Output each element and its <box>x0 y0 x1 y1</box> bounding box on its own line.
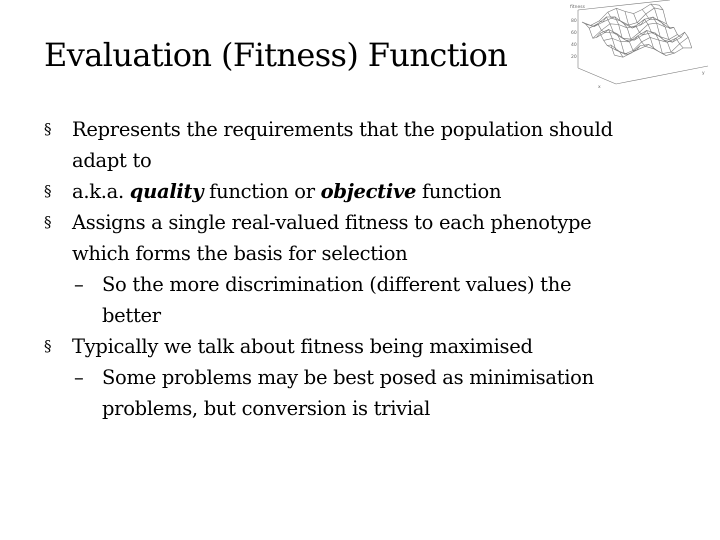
bullet-text <box>72 176 684 207</box>
sub-bullet-discrimination <box>44 269 684 331</box>
bullet-marker: § <box>44 120 52 138</box>
bullet-text: Typically we talk about fitness being maximised <box>72 335 533 358</box>
text-run: function <box>416 180 502 203</box>
y-axis <box>616 66 708 84</box>
bullet-marker: § <box>44 182 52 200</box>
sub-bullet-text: Some problems may be best posed as minimisation <box>102 366 594 389</box>
sub-bullet-marker: – <box>74 366 84 389</box>
text-run: a.k.a. <box>72 180 130 203</box>
mesh-line <box>582 4 659 25</box>
bullet-item-requirements <box>44 114 684 176</box>
z-tick: 20 <box>571 55 577 60</box>
bullet-text: Represents the requirements that the population should <box>72 118 613 141</box>
surface-mesh <box>582 4 692 57</box>
emphasis-objective: objective <box>320 180 417 203</box>
sub-bullet-minimisation <box>44 362 684 424</box>
x-axis <box>578 68 616 84</box>
y-axis-label: y <box>702 71 705 76</box>
z-axis-label: fitness <box>570 5 585 10</box>
fitness-landscape-figure <box>568 0 720 96</box>
z-tick: 60 <box>571 31 577 36</box>
bullet-text: adapt to <box>72 149 152 172</box>
sub-bullet-text: better <box>102 304 161 327</box>
emphasis-quality: quality <box>129 180 204 203</box>
mesh-line <box>651 4 683 48</box>
x-axis-label: x <box>598 85 601 90</box>
sub-bullet-text: problems, but conversion is trivial <box>102 397 431 420</box>
sub-bullet-text: So the more discrimination (different values) the <box>102 273 572 296</box>
fitness-landscape-icon <box>578 0 708 84</box>
bullet-text: Assigns a single real-valued fitness to each phenotype <box>72 211 592 234</box>
bullet-item-aka <box>44 176 684 207</box>
text-run: function or <box>203 180 321 203</box>
bullet-item-maximised <box>44 331 684 362</box>
bullet-list <box>44 114 684 424</box>
bullet-text: which forms the basis for selection <box>72 242 408 265</box>
bullet-marker: § <box>44 213 52 231</box>
mesh-line <box>604 31 681 43</box>
bullet-item-assigns <box>44 207 684 269</box>
bullet-marker: § <box>44 337 52 355</box>
z-tick: 40 <box>571 43 577 48</box>
z-tick: 80 <box>571 19 577 24</box>
sub-bullet-marker: – <box>74 273 84 296</box>
mesh-line <box>582 22 614 55</box>
slide-title: Evaluation (Fitness) Function <box>44 36 508 74</box>
